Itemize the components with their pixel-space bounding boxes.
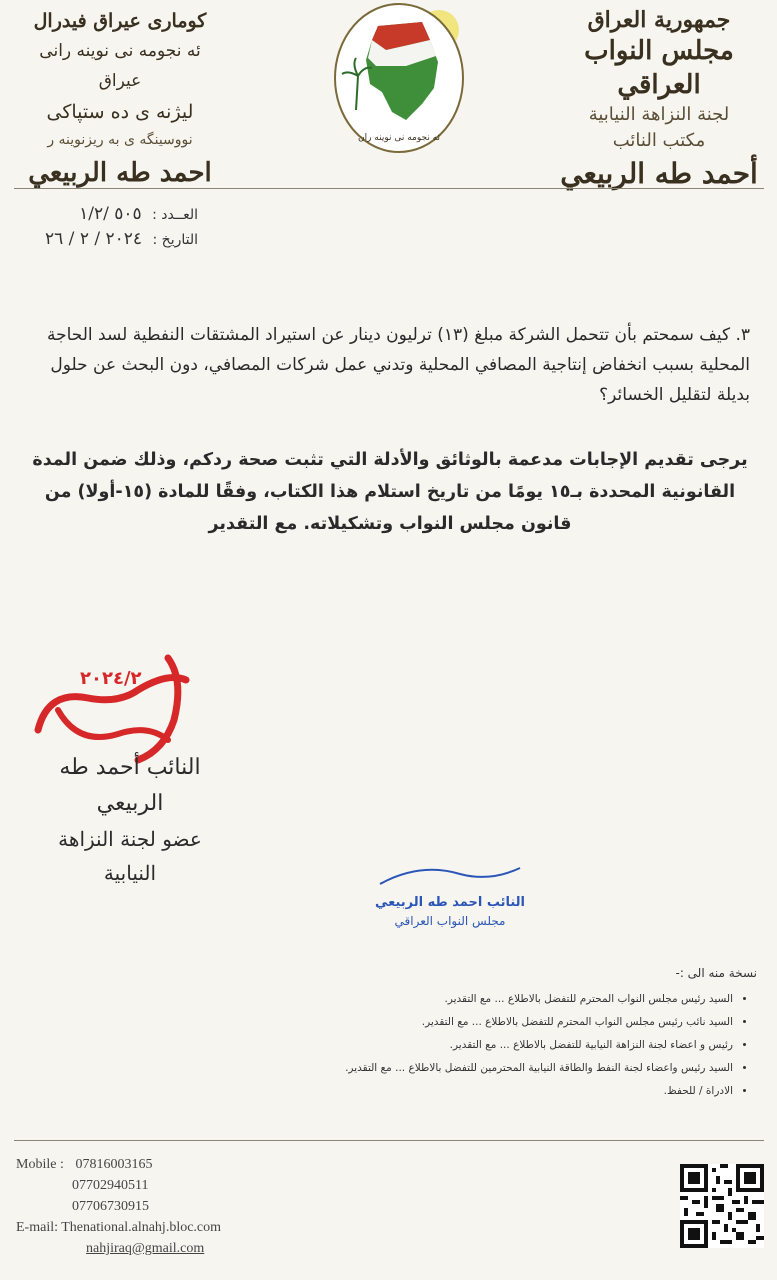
- question-paragraph: ٣. كيف سمحتم بأن تتحمل الشركة مبلغ (١٣) ترليون دينار عن استيراد المشتقات النفطية لسد الحاجة المحلية بسبب انخفاض إنتاجية المصافي المحلية وتدني عمل شركات المصافي، دون البحث عن حلول بديلة لتقليل الخسائر؟: [46, 325, 750, 405]
- mobile-row: [16, 1154, 221, 1175]
- parliament-logo: [326, 0, 472, 156]
- kurdish-line-1: كوماری عیراق فیدرال: [33, 10, 207, 32]
- list-item: • السيد نائب رئيس مجلس النواب المحترم للتفضل بالاطلاع ... مع التقدير.: [133, 1011, 733, 1034]
- country-name: جمهورية العراق: [587, 7, 731, 33]
- reference-date-value: ٢٠٢٤ / ٢ / ٢٦: [45, 229, 143, 249]
- stamp-line-2: مجلس النواب العراقي: [394, 914, 506, 928]
- signatory-role: عضو لجنة النزاهة النيابية: [58, 827, 202, 885]
- kurdish-line-2: ئه نجومه نی نوینه رانی عیراق: [39, 41, 201, 91]
- reference-number-row: [18, 202, 198, 227]
- phone-number: 07816003165: [75, 1157, 153, 1172]
- reference-block: [18, 202, 198, 252]
- copies-list: [133, 988, 751, 1103]
- signature-stroke-2: [58, 710, 168, 740]
- qr-code: [680, 1164, 764, 1248]
- official-blue-stamp: [360, 860, 540, 930]
- council-name: مجلس النواب العراقي: [584, 36, 734, 100]
- office-name: مكتب النائب: [612, 130, 706, 151]
- phone-number: 07706730915: [72, 1199, 149, 1214]
- committee-name: لجنة النزاهة النيابية: [588, 104, 730, 125]
- header-divider: [14, 188, 764, 189]
- list-item: • الادراة / للحفظ.: [133, 1080, 733, 1103]
- reference-number-label: العــدد :: [152, 207, 198, 223]
- signature-stroke-3: [138, 658, 178, 760]
- email-link[interactable]: nahjiraq@gmail.com: [86, 1241, 205, 1256]
- request-paragraph: يرجى تقديم الإجابات مدعمة بالوثائق والأدلة التي تثبت صحة ردكم، وذلك ضمن المدة القانونية المحددة بـ١٥ يومًا من تاريخ استلام هذا الكتاب، وفقًا للمادة (١٥-أولا) من قانون مجلس النواب وتشكيلاته. مع التقدير: [32, 450, 748, 534]
- footer-divider: [14, 1140, 764, 1141]
- mobile-label: Mobile :: [16, 1157, 64, 1172]
- letterhead-arabic: [559, 6, 759, 194]
- reference-date-label: التاريخ :: [152, 232, 198, 248]
- list-item: • رئيس و اعضاء لجنة النزاهة النيابية للتفضل بالاطلاع ... مع التقدير.: [133, 1034, 733, 1057]
- signature-title: [30, 750, 230, 890]
- email-row: [16, 1238, 221, 1259]
- reference-number-value: ٥٠٥ /١/٢: [79, 204, 142, 224]
- letterhead-kurdish: [20, 6, 220, 194]
- kurdish-line-4: نووسینگه ی به ریزنوینه ر: [47, 132, 193, 148]
- phone-number: 07702940511: [72, 1178, 149, 1193]
- kurdish-mp-name: احمد طه الربيعي: [28, 158, 212, 188]
- email-label: E-mail:: [16, 1220, 58, 1235]
- stamp-date-text: ٢٠٢٤/٢: [80, 668, 142, 689]
- website-row: [16, 1217, 221, 1238]
- stamp-flourish: [360, 860, 540, 890]
- logo-caption: ئه نجومه نی نوینه ران: [357, 133, 441, 143]
- reference-date-row: [18, 227, 198, 252]
- list-item: • السيد رئيس مجلس النواب المحترم للتفضل بالاطلاع ... مع التقدير.: [133, 988, 733, 1011]
- website-link[interactable]: Thenational.alnahj.bloc.com: [61, 1220, 222, 1235]
- copies-heading: نسخة منه الى :-: [675, 966, 757, 980]
- contact-footer: [16, 1154, 221, 1259]
- kurdish-line-3: لیژنه ی ده ستپاکی: [46, 101, 194, 123]
- stamp-line-1: النائب احمد طه الربيعي: [374, 895, 526, 910]
- mobile-row: [16, 1196, 221, 1217]
- list-item: • السيد رئيس واعضاء لجنة النفط والطاقة النيابية المحترمين للتفضل بالاطلاع ... مع التقدير.: [133, 1057, 733, 1080]
- mp-name: أحمد طه الربيعي: [560, 157, 758, 190]
- signatory-name: النائب أحمد طه الربيعي: [59, 755, 201, 816]
- mobile-row: [16, 1175, 221, 1196]
